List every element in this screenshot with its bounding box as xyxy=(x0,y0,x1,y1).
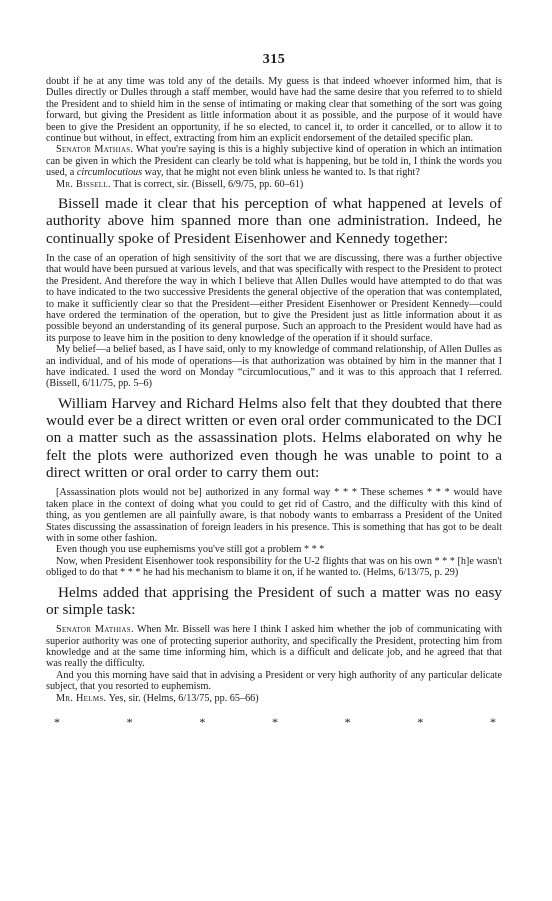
speaker-name: Senator Mathias. xyxy=(56,144,134,156)
quote-paragraph: Even though you use euphemisms you've still got a problem * * * xyxy=(56,544,325,556)
quote-emphasis: circumlocutious xyxy=(76,167,143,179)
asterisk: * xyxy=(417,715,424,729)
quote-text: That is correct, sir. (Bissell, 6/9/75, pp. 60–61) xyxy=(110,178,304,190)
quote-block-2 xyxy=(46,253,502,390)
quote-paragraph xyxy=(46,179,502,190)
asterisk: * xyxy=(489,715,496,729)
quote-paragraph xyxy=(46,144,502,178)
quote-paragraph xyxy=(46,693,502,704)
quote-paragraph: Now, when President Eisenhower took responsibility for the U-2 flights that was on his own * * * [h]e wasn't obliged to do that * * * he had his mechanism to blame it on, if he wanted to. (Helms, 6/13/75, p. 29) xyxy=(46,555,502,579)
quote-paragraph: [Assassination plots would not be] authorized in any formal way * * * These schemes * * * would have taken place in the context of doing what you could to get rid of Castro, and the difficulty with this kind of thing, as you gentlemen are all painfully aware, is that nobody wants to embarrass a President of the United States discussing the assassination of foreign leaders in his presence. This is something that has got to be dealt with in some other fashion. xyxy=(46,487,502,544)
quote-text: When Mr. Bissell was here I think I asked him whether the job of communicating with superior authority was one of protecting superior authority, and specifically the President, protecting him from knowledge and at the same time informing him, which is a difficult and delicate job, and he agreed that that was really the difficulty. xyxy=(46,624,502,670)
body-paragraph: Helms added that apprising the President of such a matter was no easy or simple task: xyxy=(46,583,502,618)
speaker-name: Mr. Bissell. xyxy=(56,178,111,190)
body-paragraph: Bissell made it clear that his perception of what happened at levels of authority above him spanned more than one administration. Indeed, he continually spoke of President Eisenhower and Kennedy together: xyxy=(46,195,502,247)
quote-block-1 xyxy=(46,76,502,190)
section-break-asterisks xyxy=(46,709,502,730)
quote-paragraph: And you this morning have said that in advising a President or very high authority of any particular delicate subject, that you resorted to euphemism. xyxy=(46,669,502,693)
page-number: 315 xyxy=(262,52,286,67)
asterisk: * xyxy=(126,715,133,729)
quote-text: Yes, sir. (Helms, 6/13/75, pp. 65–66) xyxy=(106,692,259,704)
quote-paragraph xyxy=(46,624,502,670)
speaker-name: Mr. Helms. xyxy=(56,692,107,704)
speaker-name: Senator Mathias. xyxy=(56,624,134,636)
quote-paragraph: My belief—a belief based, as I have said, only to my knowledge of command relationship, of Allen Dulles as an individual, and of his mode of operations—is that authorization was obtained by him in the manner that I have indicated. I used the word on Monday “circumlocutious,” and it was to this approach that I referred. (Bissell, 6/11/75, pp. 5–6) xyxy=(46,344,502,390)
body-paragraph: William Harvey and Richard Helms also felt that they doubted that there would ever be a direct written or even oral order communicated to the DCI on a matter such as the assassination plots. Helms elaborated on why he felt the plots were authorized even though he was unable to point to a direct written or oral order to carry them out: xyxy=(46,394,502,482)
quote-text: What you're saying is this is a highly subjective kind of operation in which an intimation can be given in which the President can clearly be told what is happening, but be told in, I think the words you used, a xyxy=(46,144,502,179)
quote-block-4 xyxy=(46,624,502,704)
asterisk: * xyxy=(54,715,60,729)
quote-block-3 xyxy=(46,487,502,578)
asterisk: * xyxy=(344,715,351,729)
quote-paragraph: doubt if he at any time was told any of the details. My guess is that indeed whoever informed him, that is Dulles directly or Dulles through a staff member, would have had the same desire that you referred to to shield the President and to shield him in the sense of intimating or making clear that something of the sort was going forward, but giving the President as little information about it as possible, and the purpose of it would have been to give the President an opportunity, if he so elected, to cancel it, to order it cancelled, or to allow it to continue but without, in effect, extracting from him an explicit endorsement of the detailed specific plan. xyxy=(46,76,502,145)
quote-text: way, that he might not even blink unless he wanted to. Is that right? xyxy=(142,167,420,179)
asterisk: * xyxy=(271,715,278,729)
asterisk: * xyxy=(199,715,206,729)
quote-paragraph: In the case of an operation of high sensitivity of the sort that we are discussing, there was a further objective that would have been pursued at various levels, and that was specifically with respect to the President to protect the President. And therefore the way in which I believe that Allen Dulles would have attempted to do that was to have indicated to the two successive Presidents the general objective of the operation that was contemplated, to make it sufficiently clear so that the President—either President Eisenhower or President Kennedy—could have ordered the termination of the operation, but to give the President just as little information about it as possible beyond an understanding of its general purpose. Such an approach to the President would have had as its purpose to leave him in the position to deny knowledge of the operation if it should surface. xyxy=(46,252,502,344)
